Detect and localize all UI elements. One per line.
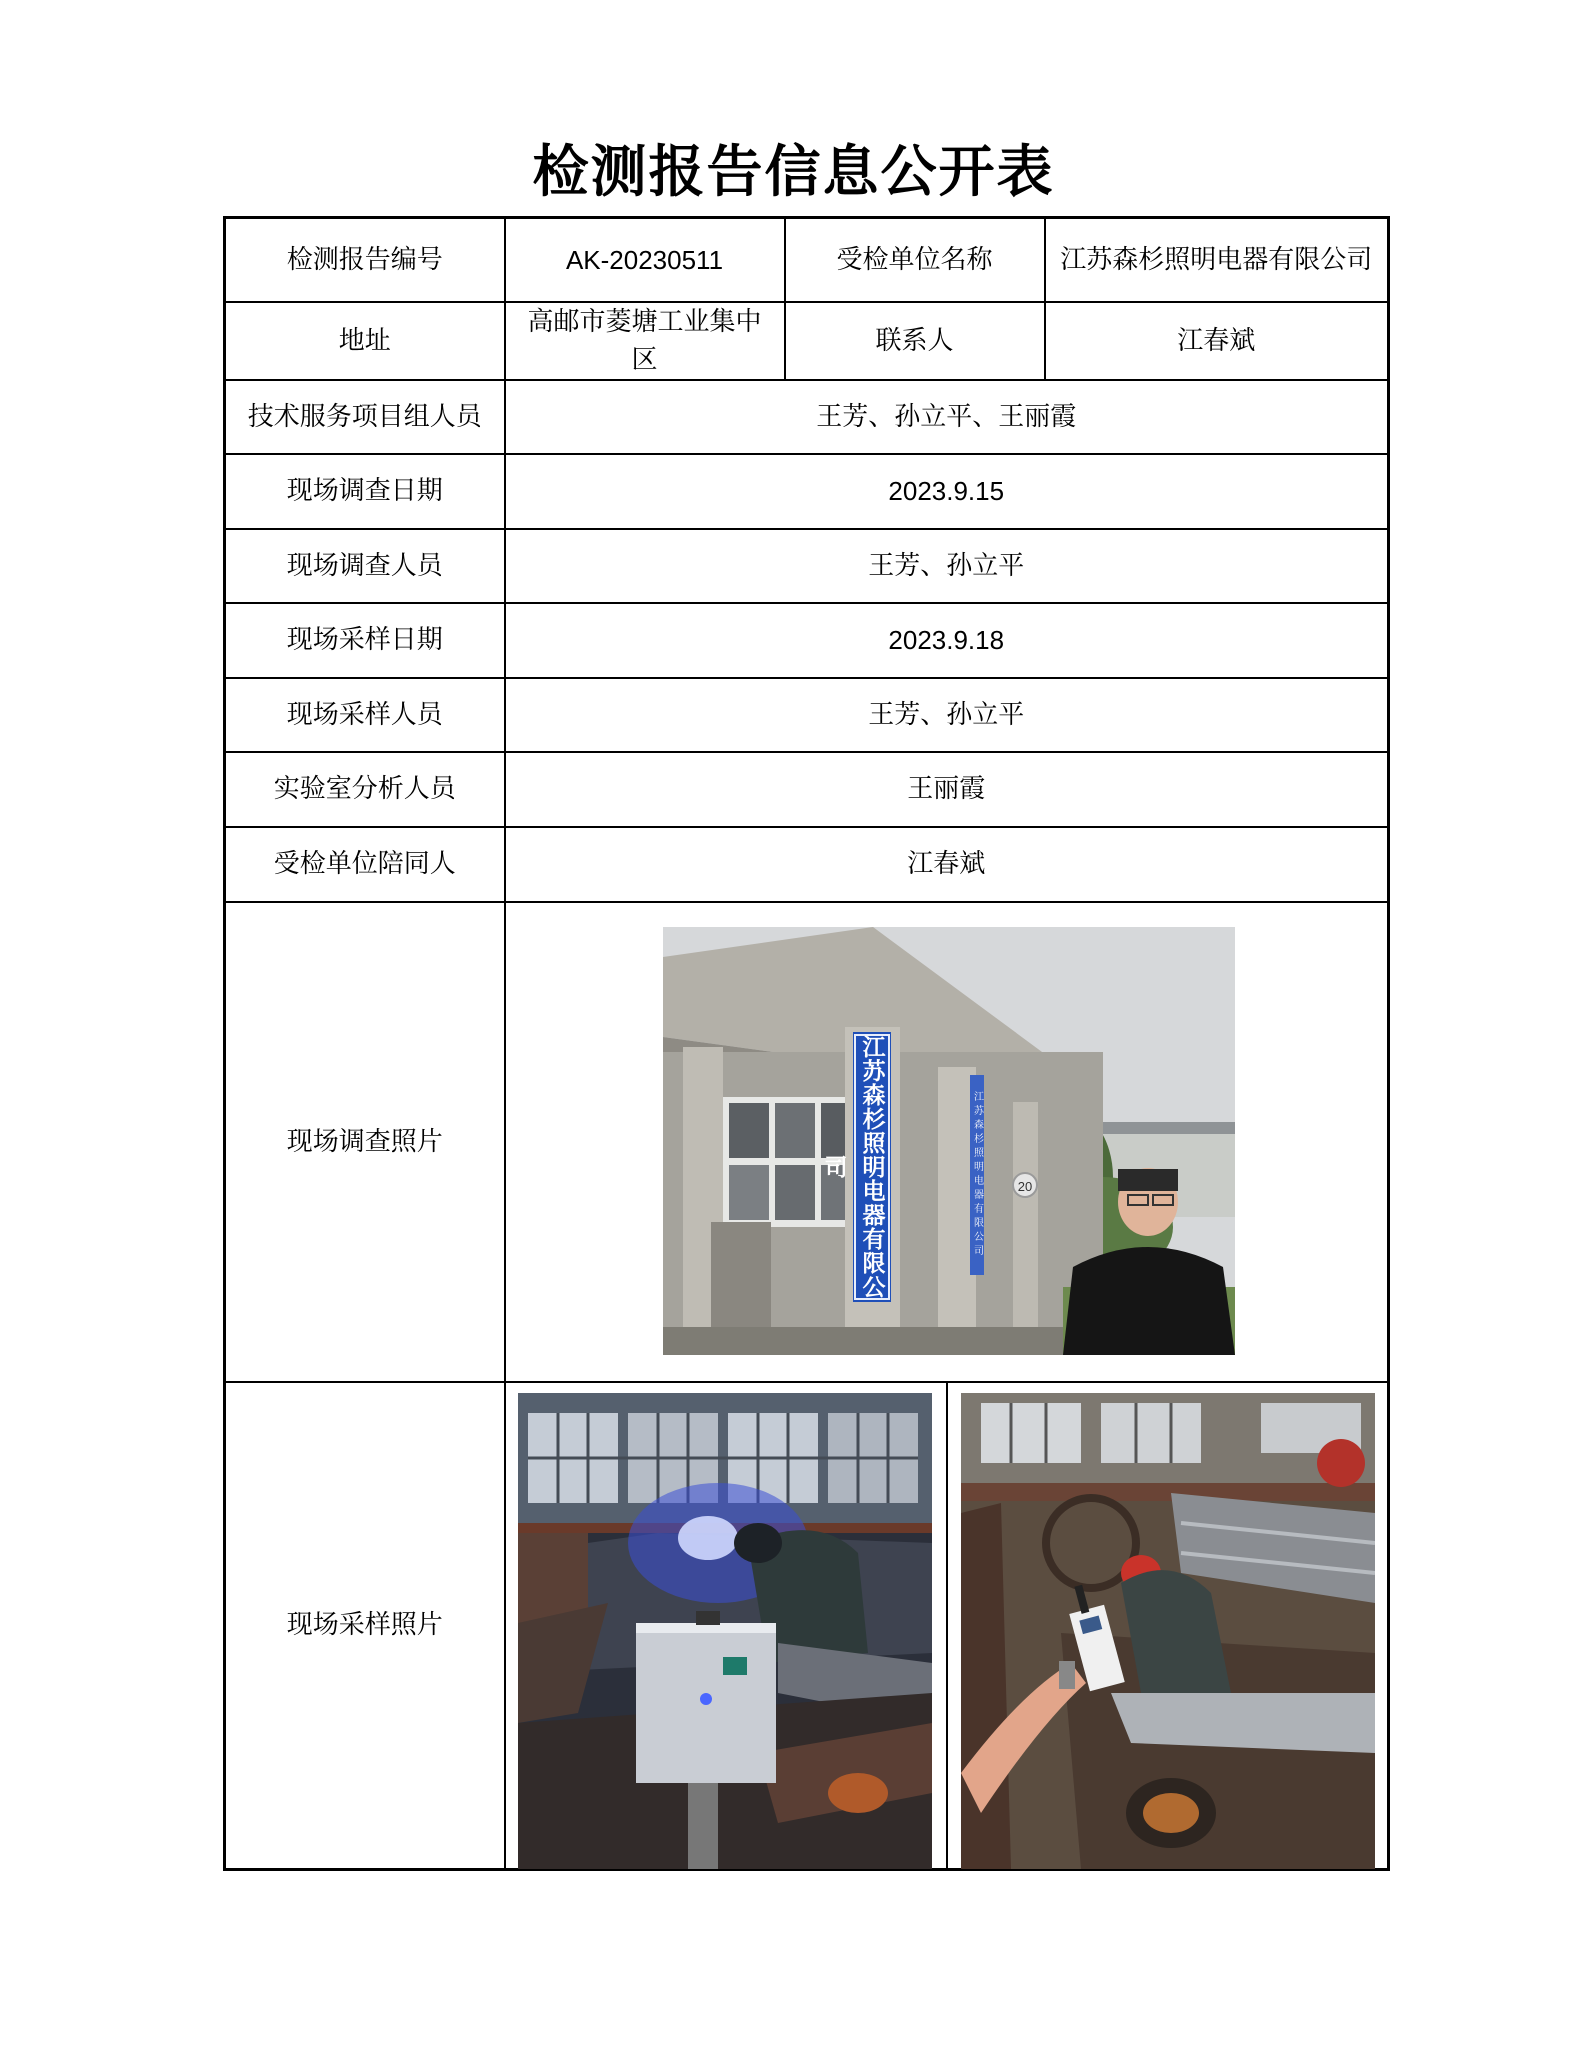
row-escort bbox=[225, 827, 1389, 902]
survey-staff-label: 现场调查人员 bbox=[225, 529, 505, 603]
sampling-staff-value: 王芳、孙立平 bbox=[505, 678, 1389, 752]
row-sampling-photo bbox=[225, 1382, 1389, 1870]
unit-name-label: 受检单位名称 bbox=[785, 218, 1045, 302]
row-report-number bbox=[225, 218, 1389, 302]
survey-date-label: 现场调查日期 bbox=[225, 454, 505, 529]
sampling-date-value: 2023.9.18 bbox=[505, 603, 1389, 678]
page-title: 检测报告信息公开表 bbox=[532, 140, 1055, 205]
welding-photo bbox=[518, 1393, 932, 1869]
row-survey-date bbox=[225, 454, 1389, 529]
lab-staff-value: 王丽霞 bbox=[505, 752, 1389, 827]
address-value: 高邮市菱塘工业集中区 bbox=[505, 302, 785, 380]
row-sampling-date bbox=[225, 603, 1389, 678]
sampling-staff-label: 现场采样人员 bbox=[225, 678, 505, 752]
survey-staff-value: 王芳、孙立平 bbox=[505, 529, 1389, 603]
row-lab-staff bbox=[225, 752, 1389, 827]
gate-photo bbox=[663, 927, 1235, 1355]
contact-label: 联系人 bbox=[785, 302, 1045, 380]
noise-measure-photo bbox=[961, 1393, 1375, 1869]
survey-date-value: 2023.9.15 bbox=[505, 454, 1389, 529]
team-value: 王芳、孙立平、王丽霞 bbox=[505, 380, 1389, 454]
row-survey-staff bbox=[225, 529, 1389, 603]
row-address bbox=[225, 302, 1389, 380]
contact-value: 江春斌 bbox=[1045, 302, 1389, 380]
row-team bbox=[225, 380, 1389, 454]
gate-photo-image bbox=[663, 927, 1235, 1355]
survey-photo-label: 现场调查照片 bbox=[225, 902, 505, 1382]
address-label: 地址 bbox=[225, 302, 505, 380]
unit-name-value: 江苏森杉照明电器有限公司 bbox=[1045, 218, 1389, 302]
welding-photo-image bbox=[518, 1393, 932, 1869]
report-number-value: AK-20230511 bbox=[505, 218, 785, 302]
escort-label: 受检单位陪同人 bbox=[225, 827, 505, 902]
lab-staff-label: 实验室分析人员 bbox=[225, 752, 505, 827]
report-table bbox=[223, 216, 1390, 1871]
sampling-photo-cell bbox=[505, 1382, 1389, 1870]
team-label: 技术服务项目组人员 bbox=[225, 380, 505, 454]
gate-sign-text: 江苏森杉照明电器有限公司 bbox=[820, 1034, 885, 1299]
sampling-date-label: 现场采样日期 bbox=[225, 603, 505, 678]
escort-value: 江春斌 bbox=[505, 827, 1389, 902]
gate-sign-right-text: 江苏森杉照明电器有限公司 bbox=[971, 1090, 983, 1259]
report-number-label: 检测报告编号 bbox=[225, 218, 505, 302]
photo-divider bbox=[946, 1383, 948, 1869]
gate-marker-text: 20 bbox=[1017, 1178, 1032, 1194]
sampling-photo-label: 现场采样照片 bbox=[225, 1382, 505, 1870]
noise-measure-photo-image bbox=[961, 1393, 1375, 1869]
row-sampling-staff bbox=[225, 678, 1389, 752]
row-survey-photo bbox=[225, 902, 1389, 1382]
survey-photo-cell bbox=[505, 902, 1389, 1382]
